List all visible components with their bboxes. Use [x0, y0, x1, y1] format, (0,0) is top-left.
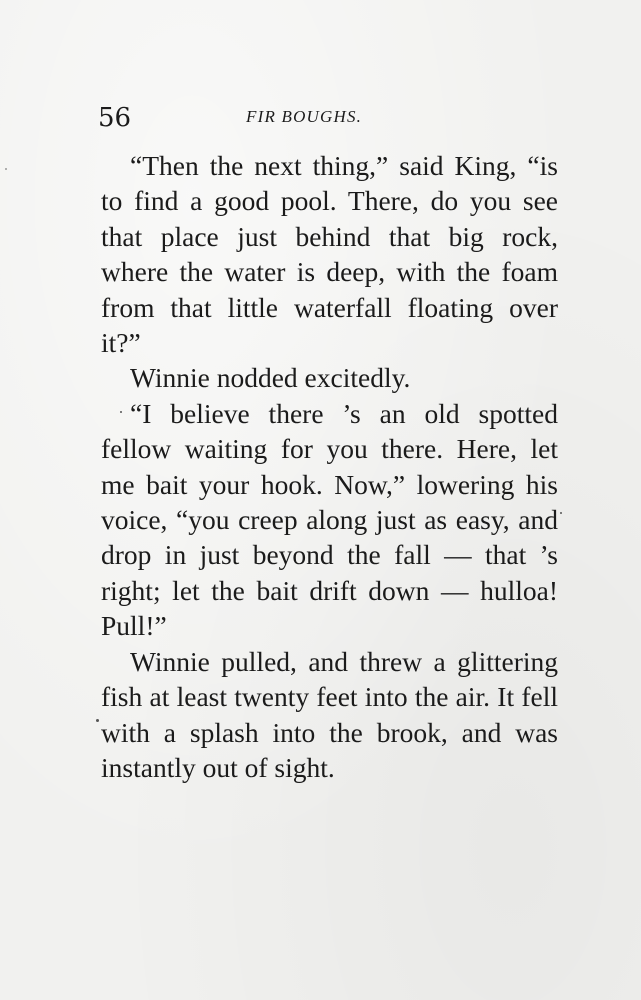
- body-text: [101, 148, 558, 785]
- paragraph-fish-splash: Winnie pulled, and threw a glittering fish at least twenty feet into the air. It fell with a splash into the brook, and was instantly out of sight.: [101, 645, 558, 783]
- paragraph-dialogue-bait: “I believe there ’s an old spotted fellow waiting for you there. Here, let me bait your hook. Now,” lowering his voice, “you creep along just as easy, and drop in just beyond the fall — that ’s right; let the bait drift down — hulloa! Pull!”: [101, 397, 558, 642]
- page-header: [98, 100, 560, 136]
- page-number: 56: [98, 103, 132, 133]
- running-title: FIR BOUGHS.: [246, 107, 363, 126]
- paragraph-dialogue-pool: “Then the next thing,” said King, “is to find a good pool. There, do you see that place just behind that big rock, where the water is deep, with the foam from that little waterfall floating over it?”: [101, 150, 558, 359]
- paragraph-winnie-nodded: Winnie nodded excitedly.: [130, 362, 411, 394]
